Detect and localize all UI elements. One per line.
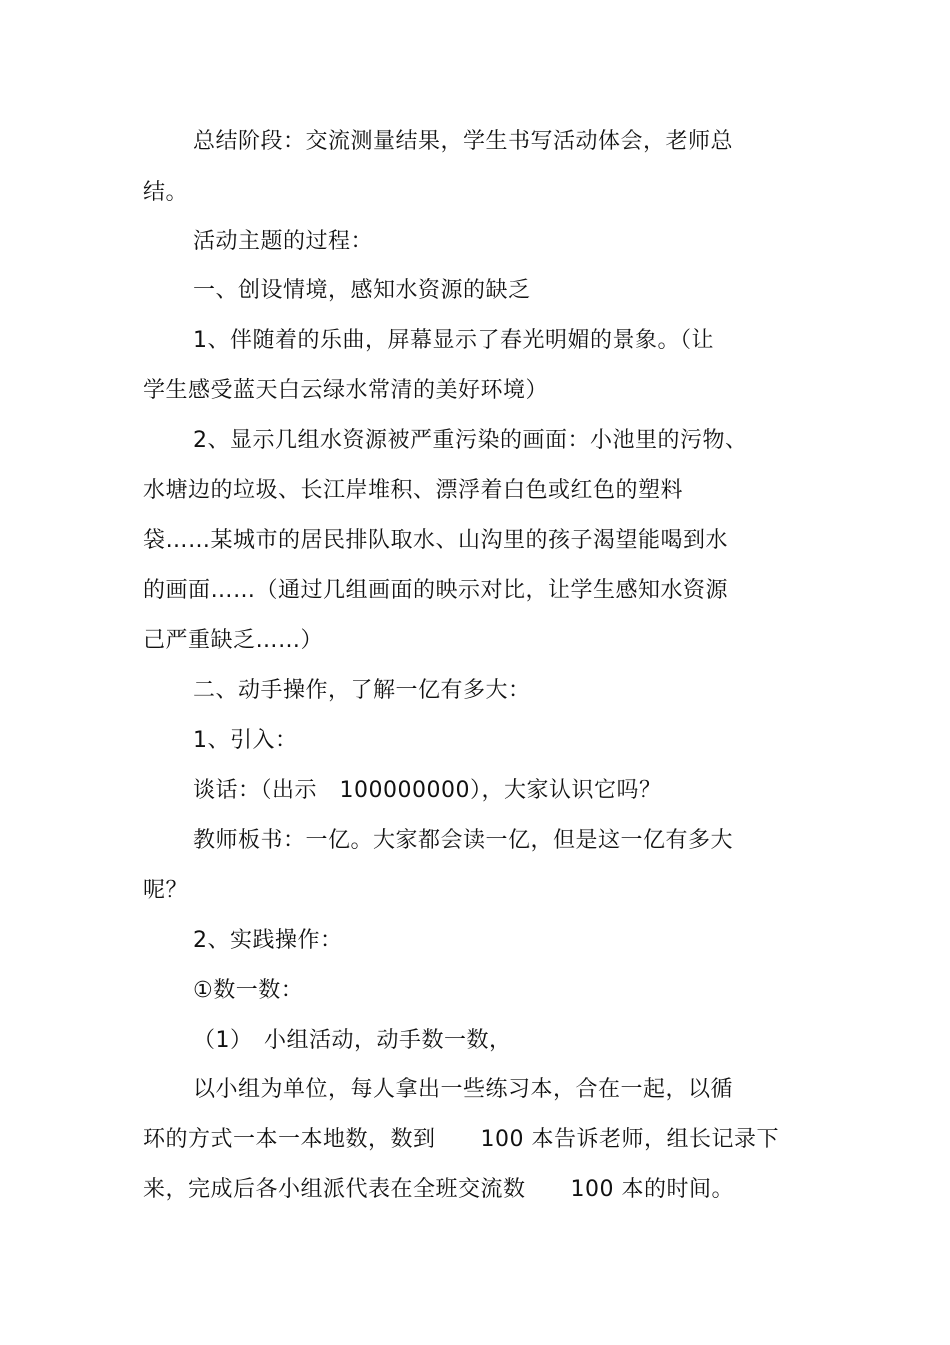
text-line-17: 2、实践操作： xyxy=(193,928,343,953)
text-line-21: 环的方式一本一本地数，数到 100 本告诉老师，组长记录下 xyxy=(143,1127,779,1152)
text-line-16: 呢？ xyxy=(143,878,189,903)
text-line-2: 结。 xyxy=(143,180,189,205)
text-line-20: 以小组为单位，每人拿出一些练习本，合在一起，以循 xyxy=(193,1077,734,1102)
text-line-18: ①数一数： xyxy=(193,978,304,1003)
text-line-12: 二、动手操作，了解一亿有多大： xyxy=(193,678,531,703)
text-line-10: 的画面……（通过几组画面的映示对比，让学生感知水资源 xyxy=(143,578,729,603)
text-line-3: 活动主题的过程： xyxy=(193,229,374,254)
text-line-7: 2、显示几组水资源被严重污染的画面：小池里的污物、 xyxy=(193,428,748,453)
text-line-19: （1） 小组活动，动手数一数， xyxy=(193,1028,512,1053)
text-line-1: 总结阶段：交流测量结果，学生书写活动体会，老师总 xyxy=(193,129,734,154)
text-line-8: 水塘边的垃圾、长江岸堆积、漂浮着白色或红色的塑料 xyxy=(143,478,684,503)
text-line-13: 1、引入： xyxy=(193,728,298,753)
text-line-6: 学生感受蓝天白云绿水常清的美好环境） xyxy=(143,378,549,403)
text-line-11: 己严重缺乏……） xyxy=(143,628,324,653)
text-line-9: 袋……某城市的居民排队取水、山沟里的孩子渴望能喝到水 xyxy=(143,528,729,553)
text-line-22: 来，完成后各小组派代表在全班交流数 100 本的时间。 xyxy=(143,1177,734,1202)
text-line-5: 1、伴随着的乐曲，屏幕显示了春光明媚的景象。（让 xyxy=(193,328,714,353)
text-line-4: 一、创设情境，感知水资源的缺乏 xyxy=(193,278,531,303)
text-line-15: 教师板书：一亿。大家都会读一亿，但是这一亿有多大 xyxy=(193,828,734,853)
text-line-14: 谈话：（出示 100000000），大家认识它吗？ xyxy=(193,778,662,803)
